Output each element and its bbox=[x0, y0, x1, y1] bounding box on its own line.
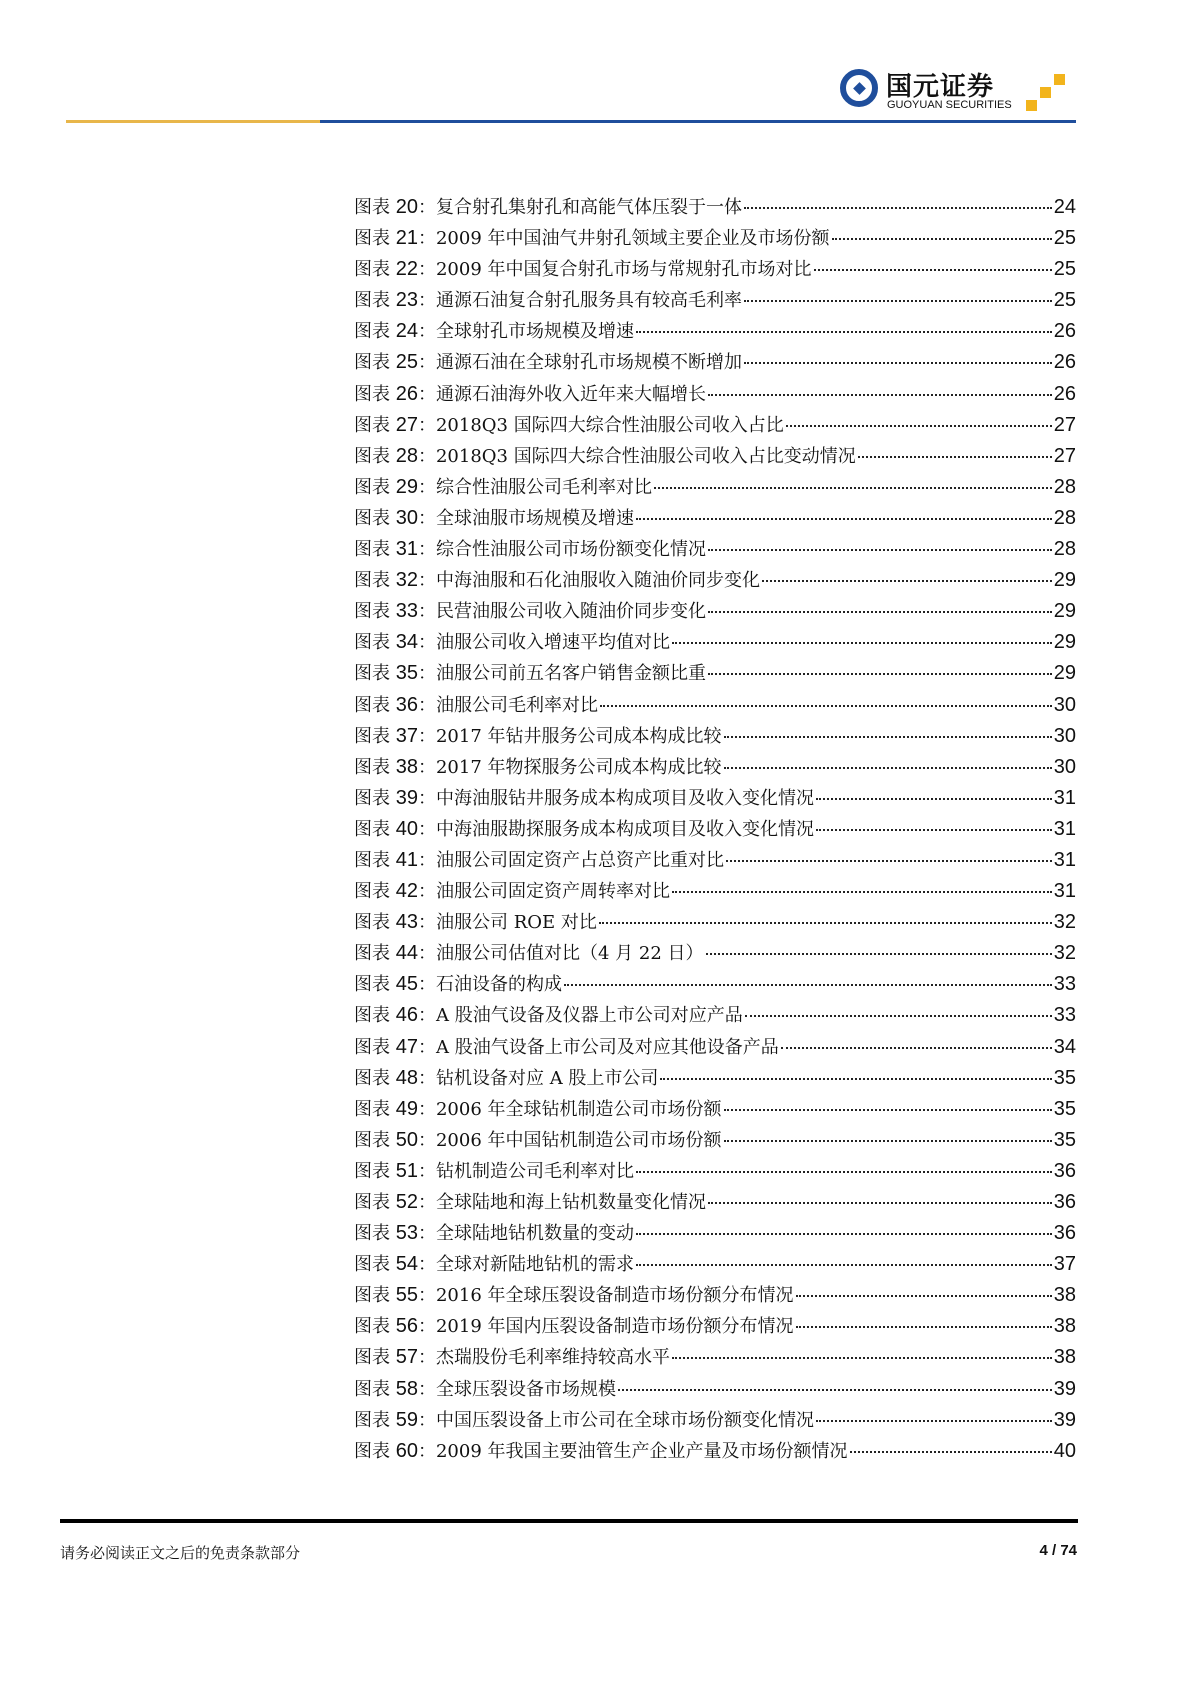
toc-leader-dots bbox=[816, 798, 1052, 800]
toc-entry-number: 54 bbox=[395, 1253, 418, 1276]
toc-entry-label bbox=[354, 411, 784, 437]
toc-entry[interactable] bbox=[354, 566, 1076, 597]
toc-entry-page: 27 bbox=[1053, 413, 1076, 436]
toc-entry[interactable] bbox=[354, 504, 1076, 535]
toc-entry-label bbox=[354, 1250, 634, 1276]
toc-entry-label bbox=[354, 1312, 794, 1338]
toc-entry-number: 32 bbox=[395, 569, 418, 592]
toc-entry[interactable] bbox=[354, 1188, 1076, 1219]
toc-entry-number: 37 bbox=[395, 724, 418, 747]
toc-entry-number: 42 bbox=[395, 880, 418, 903]
toc-leader-dots bbox=[786, 425, 1052, 427]
toc-entry-title: ：中海油服勘探服务成本构成项目及收入变化情况 bbox=[417, 818, 814, 840]
toc-entry-number: 29 bbox=[395, 475, 418, 498]
toc-entry-page: 33 bbox=[1053, 1004, 1076, 1027]
toc-entry[interactable] bbox=[354, 877, 1076, 908]
toc-entry-number: 48 bbox=[395, 1066, 418, 1089]
toc-entry-prefix: 图表 bbox=[354, 228, 396, 250]
toc-leader-dots bbox=[744, 362, 1052, 364]
toc-entry-number: 36 bbox=[395, 693, 418, 716]
toc-entry-page: 24 bbox=[1053, 196, 1076, 218]
toc-entry-title: ：油服公司固定资产周转率对比 bbox=[417, 881, 670, 903]
toc-leader-dots bbox=[814, 269, 1052, 271]
toc-entry-page: 38 bbox=[1053, 1315, 1076, 1338]
toc-entry[interactable] bbox=[354, 317, 1076, 348]
toc-entry-number: 31 bbox=[395, 538, 418, 561]
logo-emblem-icon bbox=[840, 69, 878, 107]
toc-entry-title: ：全球陆地和海上钻机数量变化情况 bbox=[417, 1192, 706, 1213]
toc-entry-page: 36 bbox=[1053, 1159, 1076, 1182]
toc-leader-dots bbox=[832, 238, 1052, 240]
toc-entry-label bbox=[354, 628, 670, 654]
toc-entry-page: 31 bbox=[1053, 817, 1076, 840]
toc-entry[interactable] bbox=[354, 846, 1076, 877]
toc-entry-label bbox=[354, 1437, 848, 1463]
company-logo bbox=[840, 66, 1080, 116]
toc-entry[interactable] bbox=[354, 1126, 1076, 1157]
toc-entry[interactable] bbox=[354, 1437, 1076, 1468]
toc-entry[interactable] bbox=[354, 255, 1076, 286]
toc-entry-label bbox=[354, 193, 742, 219]
toc-entry-title: ：2009 年我国主要油管生产企业产量及市场份额情况 bbox=[417, 1440, 848, 1462]
toc-entry-prefix: 图表 bbox=[354, 1067, 396, 1089]
toc-entry-title: ：油服公司收入增速平均值对比 bbox=[417, 632, 670, 654]
toc-leader-dots bbox=[796, 1295, 1052, 1297]
toc-entry-prefix: 图表 bbox=[354, 1378, 396, 1400]
toc-entry-page: 31 bbox=[1053, 880, 1076, 903]
toc-entry-title: ：2006 年全球钻机制造公司市场份额 bbox=[417, 1098, 722, 1120]
toc-entry-page: 37 bbox=[1053, 1253, 1076, 1276]
toc-entry[interactable] bbox=[354, 722, 1076, 753]
toc-entry-title: ：2019 年国内压裂设备制造市场份额分布情况 bbox=[417, 1316, 794, 1338]
toc-entry-title: ：中海油服和石化油服收入随油价同步变化 bbox=[417, 570, 760, 592]
toc-entry-label bbox=[354, 535, 706, 561]
toc-entry-label bbox=[354, 846, 724, 872]
toc-entry-prefix: 图表 bbox=[354, 1036, 396, 1058]
toc-entry-label bbox=[354, 722, 722, 748]
toc-entry-title: ：全球对新陆地钻机的需求 bbox=[417, 1254, 634, 1276]
toc-entry-page: 34 bbox=[1053, 1035, 1076, 1058]
toc-entry-page: 29 bbox=[1053, 662, 1076, 685]
toc-entry-label bbox=[354, 1157, 634, 1183]
toc-entry-prefix: 图表 bbox=[354, 1160, 396, 1182]
toc-entry-prefix: 图表 bbox=[354, 632, 396, 654]
toc-entry-prefix: 图表 bbox=[354, 290, 396, 312]
toc-entry-title: ：通源石油复合射孔服务具有较高毛利率 bbox=[417, 290, 742, 312]
toc-entry-page: 25 bbox=[1053, 258, 1076, 281]
toc-entry-label bbox=[354, 908, 597, 934]
toc-entry-page: 32 bbox=[1053, 911, 1076, 934]
toc-entry-prefix: 图表 bbox=[354, 974, 396, 996]
page-number: 4 / 74 bbox=[1039, 1542, 1077, 1559]
toc-entry-title: ：2017 年物探服务公司成本构成比较 bbox=[417, 756, 722, 778]
toc-leader-dots bbox=[672, 1357, 1052, 1359]
toc-entry-title: ：全球陆地钻机数量的变动 bbox=[417, 1223, 634, 1245]
toc-leader-dots bbox=[724, 1109, 1052, 1111]
toc-leader-dots bbox=[636, 1171, 1052, 1173]
toc-entry-prefix: 图表 bbox=[354, 694, 396, 716]
toc-entry-prefix: 图表 bbox=[354, 1254, 396, 1276]
toc-entry-label bbox=[354, 939, 704, 965]
toc-entry-label bbox=[354, 1219, 634, 1245]
toc-leader-dots bbox=[850, 1451, 1052, 1453]
toc-entry[interactable] bbox=[354, 1406, 1076, 1437]
toc-leader-dots bbox=[858, 456, 1052, 458]
toc-entry[interactable] bbox=[354, 473, 1076, 504]
toc-entry-number: 59 bbox=[395, 1408, 418, 1431]
toc-entry-page: 38 bbox=[1053, 1346, 1076, 1369]
toc-entry[interactable] bbox=[354, 691, 1076, 722]
toc-entry[interactable] bbox=[354, 908, 1076, 939]
toc-entry-label bbox=[354, 255, 812, 281]
toc-entry-number: 52 bbox=[395, 1191, 418, 1213]
toc-entry-label bbox=[354, 1343, 670, 1369]
toc-entry[interactable] bbox=[354, 535, 1076, 566]
toc-entry-title: ：2018Q3 国际四大综合性油服公司收入占比变动情况 bbox=[417, 445, 856, 467]
toc-entry-title: ：2009 年中国油气井射孔领域主要企业及市场份额 bbox=[417, 228, 830, 250]
logo-square-icon bbox=[1040, 87, 1051, 98]
toc-entry-prefix: 图表 bbox=[354, 756, 396, 778]
toc-entry-number: 25 bbox=[395, 351, 418, 374]
toc-entry-title: ：油服公司 ROE 对比 bbox=[417, 912, 597, 934]
toc-entry-number: 43 bbox=[395, 911, 418, 934]
toc-entry-page: 36 bbox=[1053, 1191, 1076, 1213]
toc-entry-page: 29 bbox=[1053, 569, 1076, 592]
toc-entry-label bbox=[354, 504, 634, 530]
toc-entry-prefix: 图表 bbox=[354, 725, 396, 747]
toc-entry-title: ：2009 年中国复合射孔市场与常规射孔市场对比 bbox=[417, 259, 812, 281]
toc-leader-dots bbox=[564, 984, 1052, 986]
toc-entry-prefix: 图表 bbox=[354, 1347, 396, 1369]
logo-square-icon bbox=[1054, 74, 1065, 85]
toc-leader-dots bbox=[618, 1389, 1052, 1391]
logo-english-name: GUOYUAN SECURITIES bbox=[887, 99, 1012, 111]
toc-entry[interactable] bbox=[354, 597, 1076, 628]
toc-entry-title: ：通源石油在全球射孔市场规模不断增加 bbox=[417, 352, 742, 374]
toc-entry-number: 45 bbox=[395, 973, 418, 996]
toc-entry-number: 47 bbox=[395, 1035, 418, 1058]
toc-entry-prefix: 图表 bbox=[354, 321, 396, 343]
toc-entry-prefix: 图表 bbox=[354, 507, 396, 529]
toc-entry[interactable] bbox=[354, 1064, 1076, 1095]
toc-entry-page: 29 bbox=[1053, 631, 1076, 654]
footer-disclaimer: 请务必阅读正文之后的免责条款部分 bbox=[60, 1544, 301, 1562]
table-of-figures bbox=[354, 193, 1076, 1468]
logo-square-icon bbox=[1026, 100, 1037, 111]
toc-entry-label bbox=[354, 224, 830, 250]
toc-entry-number: 30 bbox=[395, 506, 418, 529]
toc-leader-dots bbox=[724, 767, 1052, 769]
toc-entry-label bbox=[354, 1375, 616, 1401]
toc-leader-dots bbox=[708, 394, 1052, 396]
toc-entry-page: 25 bbox=[1053, 289, 1076, 312]
toc-entry[interactable] bbox=[354, 815, 1076, 846]
toc-entry[interactable] bbox=[354, 1095, 1076, 1126]
toc-entry-page: 26 bbox=[1053, 320, 1076, 343]
toc-entry-page: 26 bbox=[1053, 382, 1076, 405]
toc-leader-dots bbox=[599, 922, 1052, 924]
toc-entry-prefix: 图表 bbox=[354, 197, 396, 218]
toc-entry-prefix: 图表 bbox=[354, 881, 396, 903]
toc-entry[interactable] bbox=[354, 659, 1076, 690]
toc-entry-title: ：油服公司毛利率对比 bbox=[417, 694, 598, 716]
toc-entry-page: 35 bbox=[1053, 1128, 1076, 1151]
toc-entry[interactable] bbox=[354, 628, 1076, 659]
toc-leader-dots bbox=[654, 487, 1052, 489]
toc-entry-title: ：2017 年钻井服务公司成本构成比较 bbox=[417, 725, 722, 747]
toc-leader-dots bbox=[781, 1047, 1052, 1049]
toc-entry-prefix: 图表 bbox=[354, 912, 396, 934]
toc-entry-label bbox=[354, 1033, 779, 1059]
toc-entry-page: 39 bbox=[1053, 1408, 1076, 1431]
toc-entry-page: 29 bbox=[1053, 600, 1076, 623]
toc-entry-prefix: 图表 bbox=[354, 1129, 396, 1151]
toc-entry-number: 23 bbox=[395, 289, 418, 312]
toc-entry-prefix: 图表 bbox=[354, 476, 396, 498]
toc-entry-label bbox=[354, 815, 814, 841]
toc-entry-page: 26 bbox=[1053, 351, 1076, 374]
toc-entry-number: 39 bbox=[395, 786, 418, 809]
toc-leader-dots bbox=[744, 300, 1052, 302]
toc-entry-title: ：综合性油服公司市场份额变化情况 bbox=[417, 539, 706, 561]
toc-entry-number: 26 bbox=[395, 382, 418, 405]
toc-entry-number: 44 bbox=[395, 942, 418, 965]
toc-entry[interactable] bbox=[354, 1343, 1076, 1374]
toc-entry-label bbox=[354, 877, 670, 903]
toc-entry-number: 55 bbox=[395, 1284, 418, 1307]
toc-entry-prefix: 图表 bbox=[354, 943, 396, 965]
toc-entry[interactable] bbox=[354, 1219, 1076, 1250]
toc-entry[interactable] bbox=[354, 784, 1076, 815]
toc-entry-number: 58 bbox=[395, 1377, 418, 1400]
toc-entry-label bbox=[354, 753, 722, 779]
toc-entry[interactable] bbox=[354, 411, 1076, 442]
toc-entry-title: ：杰瑞股份毛利率维持较高水平 bbox=[417, 1347, 670, 1369]
toc-entry-label bbox=[354, 1188, 706, 1214]
toc-leader-dots bbox=[724, 1140, 1052, 1142]
toc-entry-prefix: 图表 bbox=[354, 601, 396, 623]
toc-entry[interactable] bbox=[354, 1157, 1076, 1188]
toc-entry-number: 22 bbox=[395, 258, 418, 281]
toc-entry-prefix: 图表 bbox=[354, 1005, 396, 1027]
toc-entry-title: ：全球射孔市场规模及增速 bbox=[417, 321, 634, 343]
toc-leader-dots bbox=[708, 611, 1052, 613]
toc-entry-page: 40 bbox=[1053, 1439, 1076, 1462]
toc-entry-number: 38 bbox=[395, 755, 418, 778]
toc-entry-label bbox=[354, 1001, 743, 1027]
toc-leader-dots bbox=[745, 1015, 1052, 1017]
toc-entry-page: 35 bbox=[1053, 1066, 1076, 1089]
toc-entry-page: 28 bbox=[1053, 475, 1076, 498]
toc-entry-title: ：中海油服钻井服务成本构成项目及收入变化情况 bbox=[417, 787, 814, 809]
toc-entry-title: ：油服公司估值对比（4 月 22 日） bbox=[417, 943, 704, 965]
toc-entry-number: 41 bbox=[395, 848, 418, 871]
toc-entry[interactable] bbox=[354, 939, 1076, 970]
toc-entry[interactable] bbox=[354, 1250, 1076, 1281]
toc-entry[interactable] bbox=[354, 753, 1076, 784]
toc-entry-page: 31 bbox=[1053, 848, 1076, 871]
toc-leader-dots bbox=[796, 1326, 1052, 1328]
toc-entry[interactable] bbox=[354, 224, 1076, 255]
toc-entry-title: ：油服公司固定资产占总资产比重对比 bbox=[417, 849, 724, 871]
toc-entry-prefix: 图表 bbox=[354, 445, 396, 467]
toc-leader-dots bbox=[636, 331, 1052, 333]
toc-entry-prefix: 图表 bbox=[354, 539, 396, 561]
toc-entry-label bbox=[354, 970, 562, 996]
toc-entry-label bbox=[354, 1126, 722, 1152]
toc-leader-dots bbox=[600, 705, 1052, 707]
toc-entry-label bbox=[354, 317, 634, 343]
toc-entry-label bbox=[354, 1095, 722, 1121]
toc-entry-prefix: 图表 bbox=[354, 1440, 396, 1462]
toc-entry-label bbox=[354, 566, 760, 592]
toc-leader-dots bbox=[708, 549, 1052, 551]
toc-entry-number: 20 bbox=[395, 196, 418, 218]
toc-entry[interactable] bbox=[354, 1281, 1076, 1312]
footer-rule bbox=[60, 1519, 1078, 1523]
toc-entry[interactable] bbox=[354, 442, 1076, 473]
toc-entry-number: 40 bbox=[395, 817, 418, 840]
toc-entry-title: ：钻机制造公司毛利率对比 bbox=[417, 1160, 634, 1182]
toc-entry-prefix: 图表 bbox=[354, 787, 396, 809]
toc-entry-prefix: 图表 bbox=[354, 1223, 396, 1245]
toc-entry-prefix: 图表 bbox=[354, 383, 396, 405]
toc-entry-prefix: 图表 bbox=[354, 849, 396, 871]
toc-entry-prefix: 图表 bbox=[354, 570, 396, 592]
header-rule-accent bbox=[66, 120, 320, 123]
toc-entry-page: 33 bbox=[1053, 973, 1076, 996]
toc-entry-number: 35 bbox=[395, 662, 418, 685]
toc-entry-number: 28 bbox=[395, 444, 418, 467]
toc-entry-title: ：全球油服市场规模及增速 bbox=[417, 507, 634, 529]
toc-entry-page: 27 bbox=[1053, 444, 1076, 467]
toc-leader-dots bbox=[762, 580, 1052, 582]
toc-entry-prefix: 图表 bbox=[354, 259, 396, 281]
toc-entry-page: 30 bbox=[1053, 724, 1076, 747]
toc-entry-number: 33 bbox=[395, 600, 418, 623]
toc-leader-dots bbox=[706, 953, 1052, 955]
toc-entry[interactable] bbox=[354, 193, 1076, 224]
toc-entry-page: 38 bbox=[1053, 1284, 1076, 1307]
toc-entry-title: ：钻机设备对应 A 股上市公司 bbox=[417, 1067, 659, 1089]
toc-leader-dots bbox=[724, 736, 1052, 738]
toc-entry[interactable] bbox=[354, 1001, 1076, 1032]
toc-entry-title: ：中国压裂设备上市公司在全球市场份额变化情况 bbox=[417, 1409, 814, 1431]
toc-entry-page: 28 bbox=[1053, 538, 1076, 561]
toc-entry-label bbox=[354, 597, 706, 623]
toc-entry-label bbox=[354, 1281, 794, 1307]
toc-entry-page: 35 bbox=[1053, 1097, 1076, 1120]
toc-entry-label bbox=[354, 348, 742, 374]
logo-chinese-name: 国元证券 bbox=[886, 72, 995, 102]
toc-entry-prefix: 图表 bbox=[354, 1285, 396, 1307]
toc-entry-number: 27 bbox=[395, 413, 418, 436]
toc-entry-prefix: 图表 bbox=[354, 1316, 396, 1338]
toc-leader-dots bbox=[636, 1264, 1052, 1266]
toc-leader-dots bbox=[636, 518, 1052, 520]
toc-entry-page: 30 bbox=[1053, 693, 1076, 716]
toc-entry-number: 50 bbox=[395, 1128, 418, 1151]
toc-entry-page: 39 bbox=[1053, 1377, 1076, 1400]
toc-entry-page: 32 bbox=[1053, 942, 1076, 965]
toc-entry-page: 31 bbox=[1053, 786, 1076, 809]
toc-entry[interactable] bbox=[354, 286, 1076, 317]
toc-entry[interactable] bbox=[354, 1033, 1076, 1064]
toc-entry[interactable] bbox=[354, 1375, 1076, 1406]
toc-entry-title: ：综合性油服公司毛利率对比 bbox=[417, 476, 652, 498]
toc-entry-label bbox=[354, 659, 706, 685]
toc-entry[interactable] bbox=[354, 348, 1076, 379]
toc-entry-number: 60 bbox=[395, 1439, 418, 1462]
toc-leader-dots bbox=[708, 1202, 1052, 1204]
toc-leader-dots bbox=[672, 891, 1052, 893]
toc-leader-dots bbox=[816, 1420, 1052, 1422]
toc-entry-number: 49 bbox=[395, 1097, 418, 1120]
toc-entry-title: ：2018Q3 国际四大综合性油服公司收入占比 bbox=[417, 414, 784, 436]
toc-entry[interactable] bbox=[354, 970, 1076, 1001]
toc-entry-label bbox=[354, 1064, 658, 1090]
toc-leader-dots bbox=[816, 829, 1052, 831]
toc-entry-prefix: 图表 bbox=[354, 414, 396, 436]
toc-entry-label bbox=[354, 473, 652, 499]
toc-entry-number: 53 bbox=[395, 1222, 418, 1245]
toc-entry[interactable] bbox=[354, 1312, 1076, 1343]
toc-entry-number: 51 bbox=[395, 1159, 418, 1182]
toc-entry-prefix: 图表 bbox=[354, 1098, 396, 1120]
toc-entry-title: ：民营油服公司收入随油价同步变化 bbox=[417, 601, 706, 623]
toc-leader-dots bbox=[636, 1233, 1052, 1235]
toc-entry-number: 57 bbox=[395, 1346, 418, 1369]
toc-entry-prefix: 图表 bbox=[354, 1192, 396, 1213]
toc-entry-label bbox=[354, 691, 598, 717]
toc-entry-page: 36 bbox=[1053, 1222, 1076, 1245]
toc-entry-title: ：油服公司前五名客户销售金额比重 bbox=[417, 663, 706, 685]
toc-entry-label bbox=[354, 442, 856, 468]
toc-entry-page: 28 bbox=[1053, 506, 1076, 529]
toc-entry-title: ：石油设备的构成 bbox=[417, 974, 562, 996]
toc-entry-title: ：通源石油海外收入近年来大幅增长 bbox=[417, 383, 706, 405]
toc-leader-dots bbox=[660, 1078, 1051, 1080]
toc-entry-title: ：2006 年中国钻机制造公司市场份额 bbox=[417, 1129, 722, 1151]
toc-entry-title: ：2016 年全球压裂设备制造市场份额分布情况 bbox=[417, 1285, 794, 1307]
toc-entry-label bbox=[354, 380, 706, 406]
toc-entry-page: 25 bbox=[1053, 227, 1076, 250]
toc-entry-number: 34 bbox=[395, 631, 418, 654]
toc-entry-prefix: 图表 bbox=[354, 663, 396, 685]
toc-entry-prefix: 图表 bbox=[354, 818, 396, 840]
toc-leader-dots bbox=[708, 673, 1052, 675]
toc-entry-title: ：A 股油气设备及仪器上市公司对应产品 bbox=[417, 1005, 743, 1027]
toc-entry-number: 56 bbox=[395, 1315, 418, 1338]
toc-entry-label bbox=[354, 784, 814, 810]
toc-entry[interactable] bbox=[354, 380, 1076, 411]
toc-leader-dots bbox=[744, 207, 1052, 209]
toc-leader-dots bbox=[672, 642, 1052, 644]
toc-entry-number: 21 bbox=[395, 227, 418, 250]
toc-entry-title: ：全球压裂设备市场规模 bbox=[417, 1378, 616, 1400]
toc-entry-number: 46 bbox=[395, 1004, 418, 1027]
toc-entry-number: 24 bbox=[395, 320, 418, 343]
toc-entry-prefix: 图表 bbox=[354, 1409, 396, 1431]
toc-leader-dots bbox=[726, 860, 1052, 862]
toc-entry-title: ：A 股油气设备上市公司及对应其他设备产品 bbox=[417, 1036, 779, 1058]
toc-entry-title: ：复合射孔集射孔和高能气体压裂于一体 bbox=[417, 197, 742, 218]
toc-entry-page: 30 bbox=[1053, 755, 1076, 778]
toc-entry-prefix: 图表 bbox=[354, 352, 396, 374]
toc-entry-label bbox=[354, 1406, 814, 1432]
toc-entry-label bbox=[354, 286, 742, 312]
